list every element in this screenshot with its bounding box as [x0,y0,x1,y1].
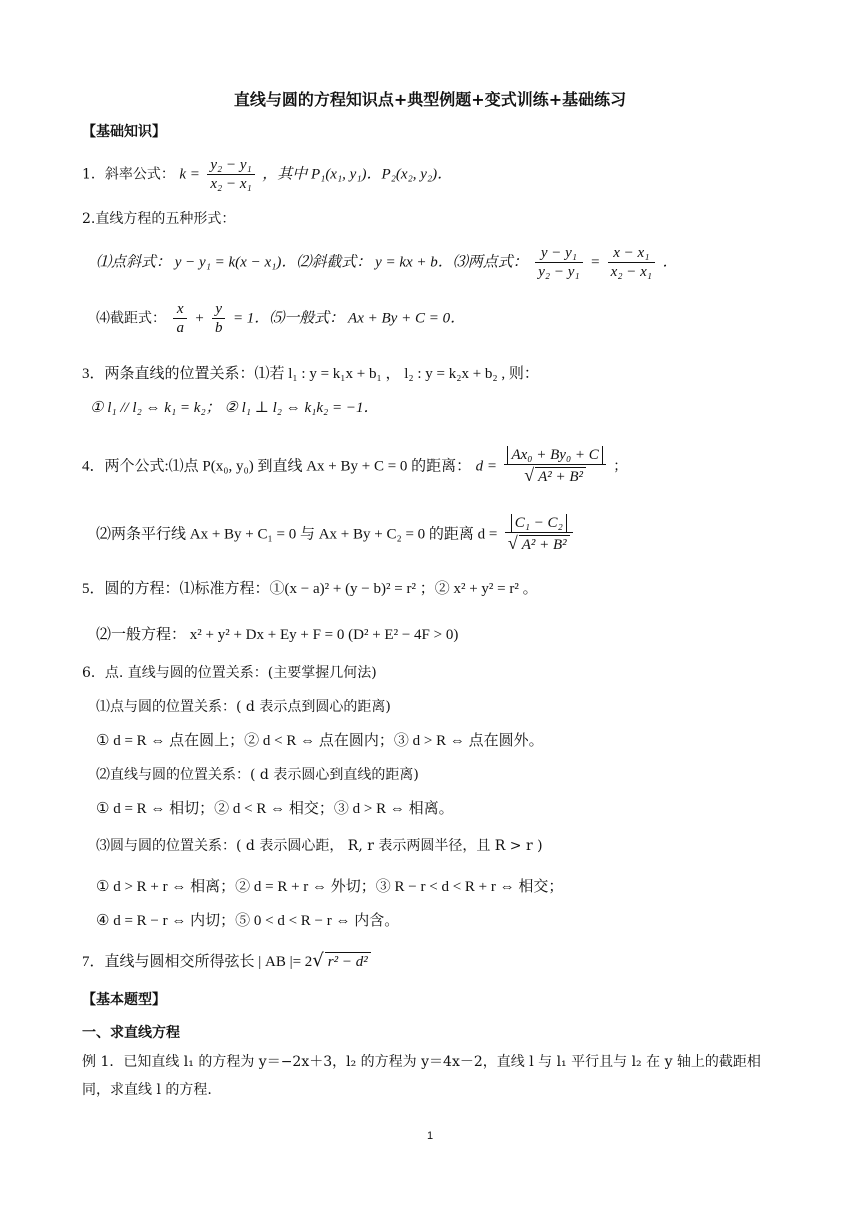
item7-chord-length [82,950,371,972]
item2-line-a [96,244,678,281]
item4-d1: d = [475,458,498,475]
two-point-right-den: x₂ − x₁ [610,264,653,280]
page-title: 直线与圆的方程知识点+典型例题+变式训练+基础练习 [233,90,627,109]
two-point-equals: = [590,254,601,271]
intercept-b: b [214,320,223,336]
item2-forms-1-3: ⑴点斜式： y − y₁ = k(x − x₁)．⑵斜截式： y = kx + b．⑶两点式： [96,254,528,271]
item2-two-point-right [608,244,655,281]
two-point-end: ． [662,254,678,271]
item6-s2-line: ① d = R ⇔ 相切；② d < R ⇔ 相交；③ d > R ⇔ 相离。 [96,801,454,817]
two-point-left-num: y − y₁ [535,244,582,263]
item5-label: 5．圆的方程：⑴标准方程：①(x − a)² + (y − b)² = r² ；② x² + y² = r² 。 [82,581,538,597]
intercept-label: ⑷截距式： [96,310,166,327]
item6-s1: ⑴点与圆的位置关系：( d 表示点到圆心的距离) [96,699,391,715]
intercept-a: a [176,320,184,336]
intercept-tail: = 1．⑸一般式： Ax + By + C = 0． [232,310,466,327]
item4-distance-parallel: $\frac{\text{C₁ − C₂}}{\text{√ A² + B²}}$ [505,514,573,555]
item5-line2: ⑵一般方程： x² + y² + Dx + Ey + F = 0 (D² + E² − 4F > 0) [96,627,459,643]
d2-denominator: A² + B² [519,535,570,554]
example1-line2: 同，求直线 l 的方程. [82,1082,212,1098]
item4-d1-end: ； [613,458,628,475]
item7-sqrt-content: r² − d² [325,952,371,971]
subsection-find-line-equation: 一、求直线方程 [82,1025,180,1041]
item2-two-point-left [535,244,582,281]
item1-slope-formula [82,156,452,193]
item1-numerator: y₂ − y₁ [207,156,254,175]
section-heading-basic-knowledge: 【基础知识】 [82,124,166,140]
d2-numerator: C₁ − C₂ [511,514,567,532]
item2-label: 2.直线方程的五种形式： [82,211,236,227]
item6-s3-line1: ① d > R + r ⇔ 相离；② d = R + r ⇔ 外切；③ R − r < d < R + r ⇔ 相交； [96,879,564,895]
item4-line-2 [96,514,576,555]
intercept-y: y [212,300,226,319]
example1-line1: 例 1．已知直线 l₁ 的方程为 y＝−2x＋3，l₂ 的方程为 y＝4x－2，直线 l 与 l₁ 平行且与 l₂ 在 y 轴上的截距相 [82,1054,761,1070]
two-point-left-den: y₂ − y₁ [538,264,580,280]
item4-label: 4．两个公式:⑴点 P(x₀, y₀) 到直线 Ax + By + C = 0 的距离： [82,458,472,475]
item4-line2-label: ⑵两条平行线 Ax + By + C₁ = 0 与 Ax + By + C₂ = 0 的距离 d = [96,526,498,543]
intercept-x: x [173,300,187,319]
item6-s3-line2: ④ d = R − r ⇔ 内切；⑤ 0 < d < R − r ⇔ 内含。 [96,913,400,929]
item6-s3: ⑶圆与圆的位置关系：( d 表示圆心距， R, r 表示两圆半径，且 R > r ) [96,838,543,854]
section-heading-basic-types: 【基本题型】 [82,992,166,1008]
item4-line-1 [82,446,627,487]
intercept-plus: + [194,310,205,327]
page-number: 1 [426,1130,434,1142]
item3-line: ① l₁ // l₂ ⇔ k₁ = k₂； ② l₁ ⊥ l₂ ⇔ k₁k₂ = −1． [90,400,379,416]
item7-label: 7．直线与圆相交所得弦长 | AB |= 2 [82,954,313,970]
sqrt-icon: √ [312,950,324,971]
intercept-x-over-a [173,300,187,337]
item2-line-b [96,300,465,337]
item1-denominator: x₂ − x₁ [210,176,252,192]
item1-fraction [207,156,254,193]
item3-label: 3．两条直线的位置关系：⑴若 l₁ : y = k₁x + b₁ ， l₂ : y = k₂x + b₂ , 则： [82,366,539,382]
item4-distance-point-line: $\frac{\text{Ax₀ + By₀ + C}}{\text{√ A² + B²}}$ [504,446,605,487]
d1-denominator: A² + B² [535,467,586,486]
item1-tail: ，其中 P₁(x₁, y₁)．P₂(x₂, y₂)． [262,166,453,183]
item6-s2: ⑵直线与圆的位置关系：( d 表示圆心到直线的距离) [96,767,419,783]
d1-numerator: Ax₀ + By₀ + C [507,446,602,464]
item6-s1-line: ① d = R ⇔ 点在圆上；② d < R ⇔ 点在圆内；③ d > R ⇔ 点在圆外。 [96,733,544,749]
item1-label: 1．斜率公式： [82,166,175,183]
two-point-right-num: x − x₁ [608,244,655,263]
item6-label: 6．点. 直线与圆的位置关系：(主要掌握几何法) [82,665,377,681]
intercept-y-over-b [212,300,226,337]
item1-k: k = [179,166,200,183]
